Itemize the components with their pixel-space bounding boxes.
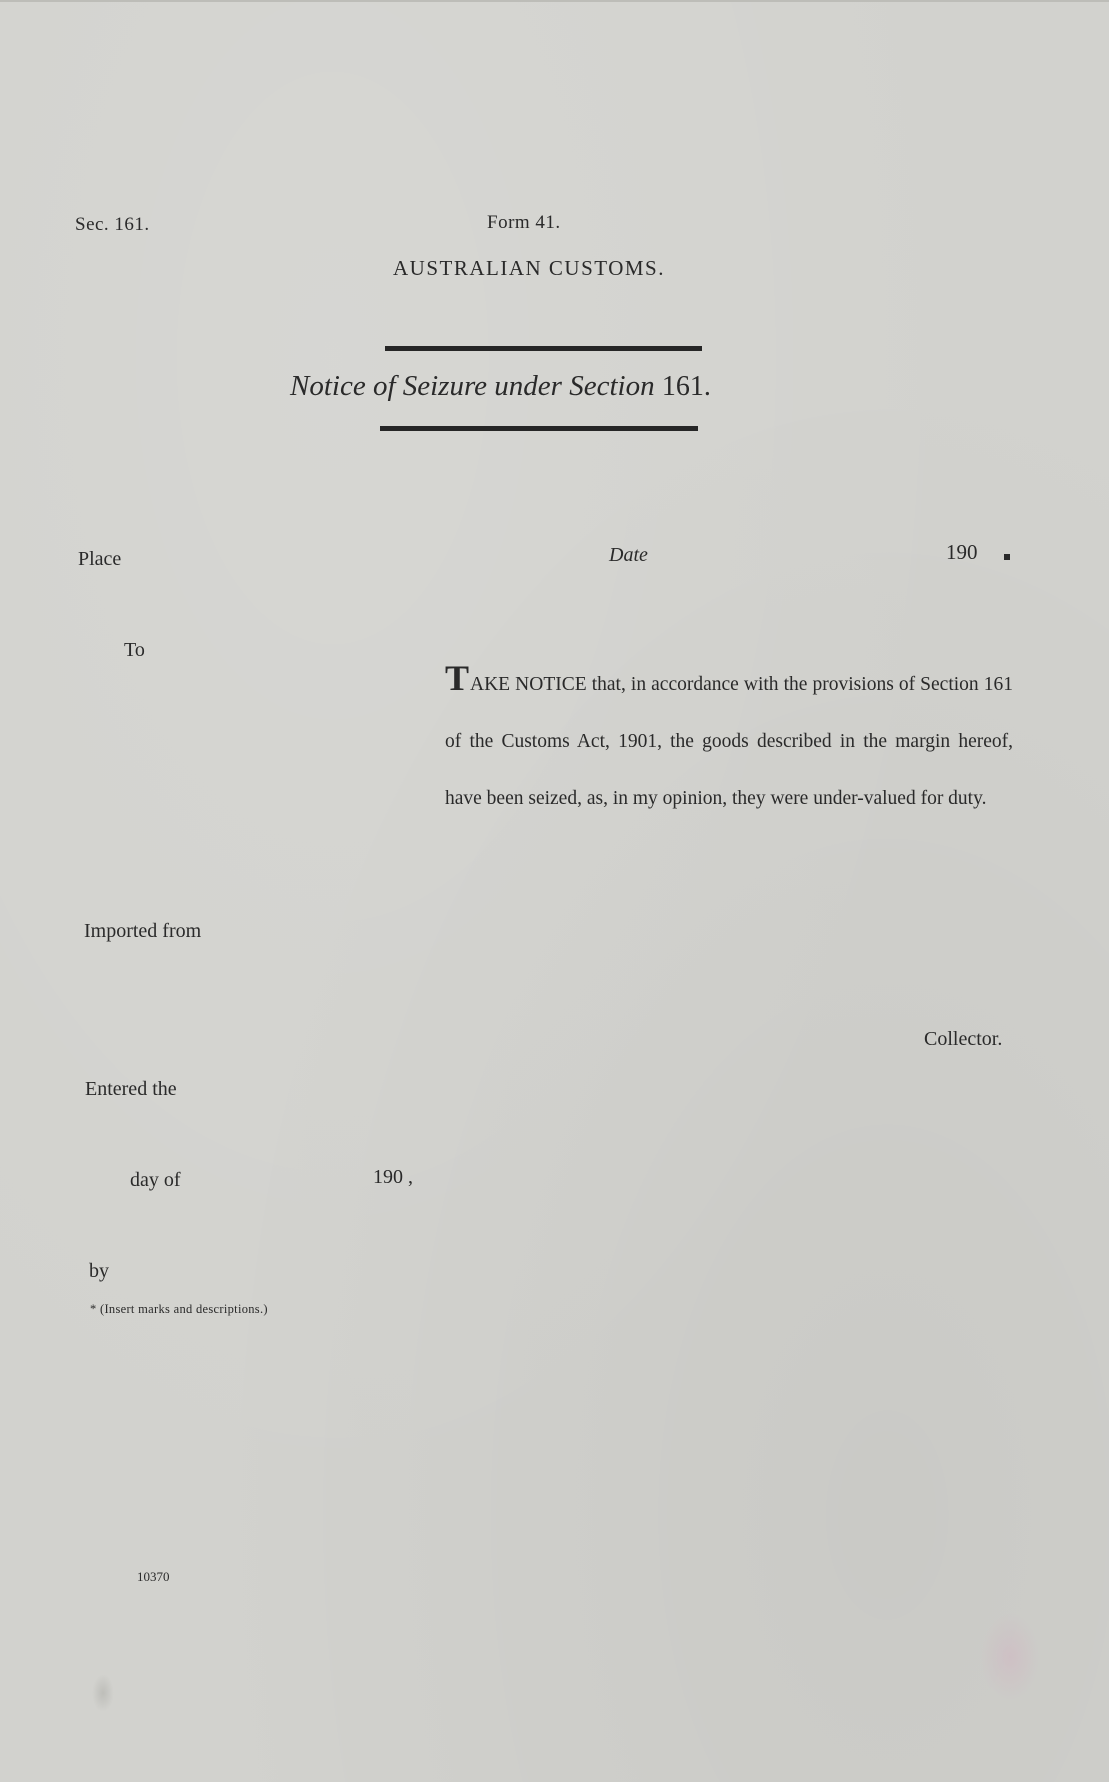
title-rule-bottom: [380, 426, 698, 431]
print-code: 10370: [137, 1569, 170, 1584]
imported-from-label: Imported from: [84, 920, 202, 942]
notice-body: that, in accordance with the provisions of Section 161 of the Customs Act, 1901, the goods described in the margin hereof, have been seized, as, in my opinion, they were under-valued for duty.: [445, 674, 1013, 809]
notice-lead: AKE NOTICE: [470, 674, 587, 695]
title-section-number: 161.: [661, 371, 711, 402]
pencil-mark: [92, 1674, 114, 1712]
date-year-prefix: 190: [946, 540, 978, 564]
title-text: Notice of Seizure under Section: [290, 370, 655, 402]
notice-paragraph: [445, 656, 1013, 827]
entered-year-prefix: 190 ,: [373, 1166, 413, 1188]
date-period-mark: [1004, 554, 1010, 560]
footnote: * (Insert marks and descriptions.): [90, 1302, 268, 1316]
by-label: by: [89, 1260, 109, 1282]
form-number: Form 41.: [487, 212, 561, 233]
date-label: Date: [609, 544, 648, 566]
section-reference: Sec. 161.: [75, 214, 150, 235]
entered-label: Entered the: [85, 1078, 177, 1100]
department-heading: AUSTRALIAN CUSTOMS.: [393, 256, 665, 280]
title-rule-top: [385, 346, 702, 351]
notice-drop-letter: T: [445, 658, 471, 698]
place-label: Place: [78, 548, 122, 570]
stain-mark: [980, 1612, 1040, 1702]
to-label: To: [124, 639, 145, 661]
day-of-label: day of: [130, 1169, 181, 1191]
document-title: [290, 370, 711, 403]
collector-signature-label: Collector.: [924, 1028, 1003, 1050]
